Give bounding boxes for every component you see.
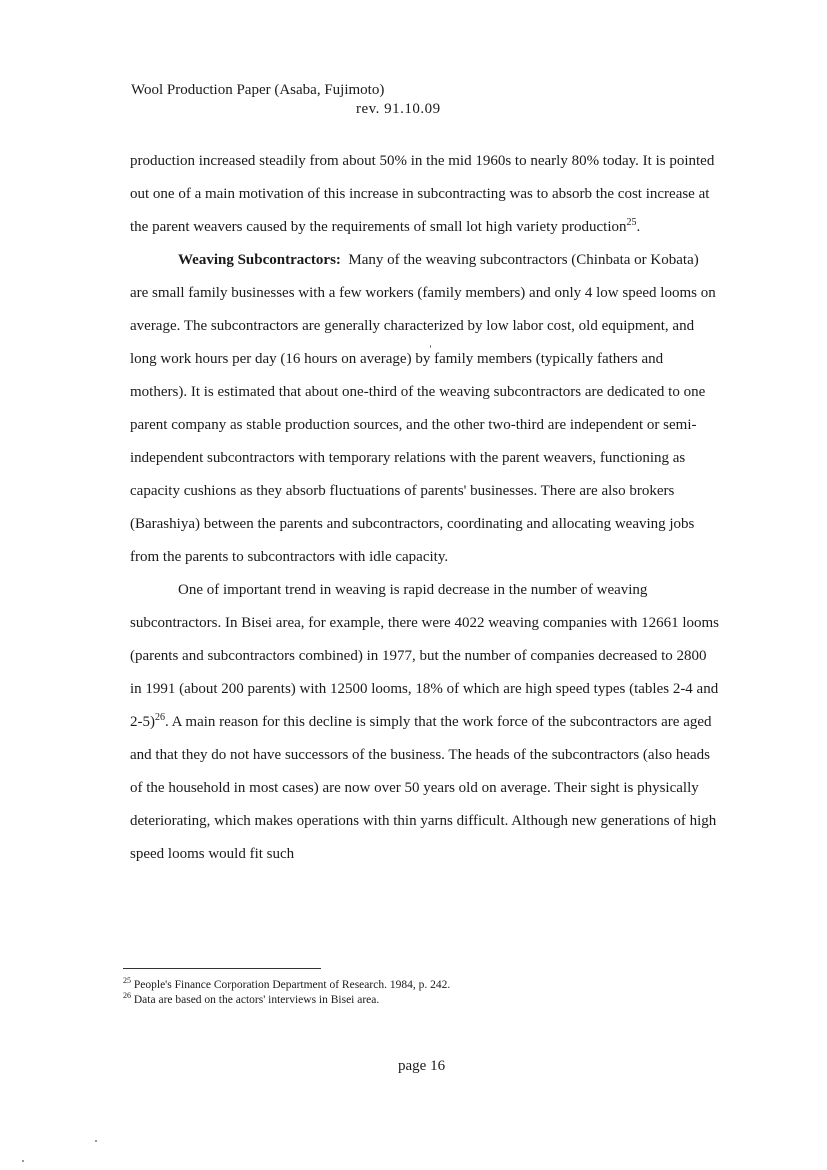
footnote-text: Data are based on the actors' interviews in Bisei area. (133, 994, 380, 1006)
scan-speck (22, 1160, 24, 1162)
revision-date: rev. 91.10.09 (356, 101, 441, 117)
footnote-text: People's Finance Corporation Department of Research. 1984, p. 242. (133, 979, 451, 991)
paragraph-end: . (636, 219, 641, 235)
scan-speck (430, 345, 431, 348)
section-heading: Weaving Subcontractors: (178, 252, 341, 268)
paragraph-text: production increased steadily from about 50% in the mid 1960s to nearly 80% today. It is pointed out one of a main motivation of this increase in subcontracting was to absorb the cost increase at the parent weavers caused by the requirements of small lot high variety production (130, 153, 715, 235)
footnotes (123, 978, 723, 1008)
page-number: page 16 (398, 1058, 446, 1074)
paragraph-text: . A main reason for this decline is simply that the work force of the subcontractors are aged and that they do not have successors of the business. The heads of the subcontractors (also heads of the household in most cases) are now over 50 years old on average. Their sight is physically deteriorating, which makes operations with thin yarns difficult. Although new generations of high speed looms would fit such (130, 714, 717, 862)
paragraph-text: Many of the weaving subcontractors (Chinbata or Kobata) are small family businesses with a few workers (family members) and only 4 low speed looms on average. The subcontractors are generally characterized by low labor cost, old equipment, and long work hours per day (16 hours on average) by family members (typically fathers and mothers). It is estimated that about one-third of the weaving subcontractors are dedicated to one parent company as stable production sources, and the other two-third are independent or semi-independent subcontractors with temporary relations with the parent weavers, functioning as capacity cushions as they absorb fluctuations of parents' businesses. There are also brokers (Barashiya) between the parents and subcontractors, coordinating and allocating weaving jobs from the parents to subcontractors with idle capacity. (130, 252, 716, 565)
paragraph-trend (130, 574, 720, 871)
scan-speck (95, 1140, 97, 1142)
footnote-number: 25 (123, 976, 131, 986)
paragraph-text: One of important trend in weaving is rapid decrease in the number of weaving subcontractors. In Bisei area, for example, there were 4022 weaving companies with 12661 looms (parents and subcontractors combined) in 1977, but the number of companies decreased to 2800 in 1991 (about 200 parents) with 12500 looms, 18% of which are high speed types (tables 2-4 and 2-5) (130, 582, 719, 730)
paragraph-weaving-subcontractors (130, 244, 720, 574)
paragraph-continuation (130, 145, 720, 244)
footnote-number: 26 (123, 991, 131, 1001)
footnote-divider (123, 968, 321, 969)
footnote-ref-25: 25 (626, 217, 637, 228)
footnote-25 (123, 978, 723, 993)
paper-title: Wool Production Paper (Asaba, Fujimoto) (131, 82, 385, 98)
body-text (130, 145, 720, 871)
footnote-26 (123, 993, 723, 1008)
footnote-ref-26: 26 (155, 712, 165, 723)
